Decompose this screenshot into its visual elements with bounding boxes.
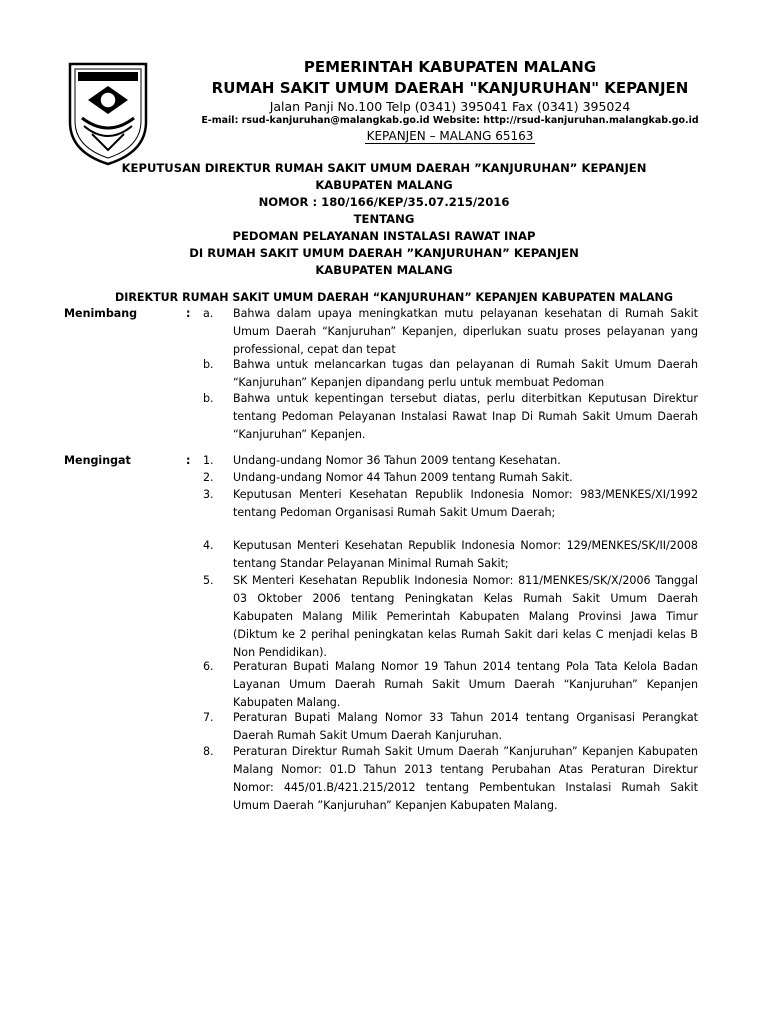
mengingat-text: Peraturan Bupati Malang Nomor 33 Tahun 2014 tentang Organisasi Perangkat Daerah Rumah Sakit Umum Daerah Kanjuruhan.	[233, 711, 698, 742]
menimbang-text: Bahwa untuk kepentingan tersebut diatas, perlu diterbitkan Keputusan Direktur tentang Pedoman Pelayanan Instalasi Rawat Inap Di Rumah Sakit Umum Daerah “Kanjuruhan” Kepanjen.	[233, 392, 698, 441]
letterhead-contact: E-mail: rsud-kanjuruhan@malangkab.go.id Website: http://rsud-kanjuruhan.malangkab.go.id	[201, 115, 699, 126]
mengingat-mark: 3.	[203, 488, 214, 501]
decree-title-line-1: KEPUTUSAN DIREKTUR RUMAH SAKIT UMUM DAERAH ”KANJURUHAN” KEPANJEN	[121, 161, 647, 175]
decree-title-line-2: KABUPATEN MALANG	[315, 178, 453, 192]
decree-subject-line-2: DI RUMAH SAKIT UMUM DAERAH ”KANJURUHAN” KEPANJEN	[189, 246, 579, 260]
mengingat-text: Peraturan Bupati Malang Nomor 19 Tahun 2014 tentang Pola Tata Kelola Badan Layanan Umum Daerah Rumah Sakit Umum Daerah “Kanjuruhan” Kepanjen Kabupaten Malang.	[233, 660, 698, 709]
letterhead-city	[160, 129, 740, 143]
kabupaten-malang-emblem	[66, 60, 150, 166]
mengingat-label: Mengingat	[64, 454, 131, 467]
menimbang-mark: b.	[203, 392, 214, 405]
mengingat-text: Peraturan Direktur Rumah Sakit Umum Daerah ”Kanjuruhan” Kepanjen Kabupaten Malang Nomor: 01.D Tahun 2013 tentang Perubahan Atas Peraturan Direktur Nomor: 445/01.B/421.215/2012 tentang Pembentukan Instalasi Rumah Sakit Umum Daerah ”Kanjuruhan” Kepanjen Kabupaten Malang.	[233, 745, 698, 812]
mengingat-mark: 1.	[203, 454, 214, 467]
mengingat-mark: 8.	[203, 745, 214, 758]
menimbang-mark: a.	[203, 307, 214, 320]
letterhead-hospital-name: RUMAH SAKIT UMUM DAERAH "KANJURUHAN" KEPANJEN	[211, 79, 689, 97]
mengingat-mark: 5.	[203, 574, 214, 587]
decree-tentang: TENTANG	[353, 212, 415, 226]
menimbang-colon: :	[186, 307, 191, 320]
menimbang-label: Menimbang	[64, 307, 138, 320]
decree-number: NOMOR : 180/166/KEP/35.07.215/2016	[258, 195, 510, 209]
decree-subject-line-3: KABUPATEN MALANG	[315, 263, 453, 277]
letterhead-address: Jalan Panji No.100 Telp (0341) 395041 Fax (0341) 395024	[269, 99, 631, 114]
mengingat-mark: 2.	[203, 471, 214, 484]
director-heading: DIREKTUR RUMAH SAKIT UMUM DAERAH “KANJURUHAN” KEPANJEN KABUPATEN MALANG	[115, 291, 673, 304]
mengingat-text: Undang-undang Nomor 36 Tahun 2009 tentang Kesehatan.	[233, 454, 561, 467]
letterhead-government: PEMERINTAH KABUPATEN MALANG	[303, 58, 597, 76]
letterhead-city-text: KEPANJEN – MALANG 65163	[366, 129, 534, 143]
mengingat-text: Undang-undang Nomor 44 Tahun 2009 tentang Rumah Sakit.	[233, 471, 573, 484]
mengingat-text: SK Menteri Kesehatan Republik Indonesia Nomor: 811/MENKES/SK/X/2006 Tanggal 03 Oktober 2006 tentang Peningkatan Kelas Rumah Sakit Umum Daerah Kabupaten Malang Milik Pemerintah Kabupaten Malang Provinsi Jawa Timur (Diktum ke 2 perihal peningkatan kelas Rumah Sakit dari kelas C menjadi kelas B Non Pendidikan).	[233, 574, 698, 659]
menimbang-text: Bahwa untuk melancarkan tugas dan pelayanan di Rumah Sakit Umum Daerah “Kanjuruhan” Kepanjen dipandang perlu untuk membuat Pedoman	[233, 358, 698, 389]
menimbang-mark: b.	[203, 358, 214, 371]
decree-subject-line-1: PEDOMAN PELAYANAN INSTALASI RAWAT INAP	[232, 229, 536, 243]
mengingat-text: Keputusan Menteri Kesehatan Republik Indonesia Nomor: 983/MENKES/XI/1992 tentang Pedoman Organisasi Rumah Sakit Umum Daerah;	[233, 488, 698, 519]
mengingat-mark: 4.	[203, 539, 214, 552]
mengingat-mark: 7.	[203, 711, 214, 724]
mengingat-colon: :	[186, 454, 191, 467]
menimbang-text: Bahwa dalam upaya meningkatkan mutu pelayanan kesehatan di Rumah Sakit Umum Daerah “Kanjuruhan” Kepanjen, diperlukan suatu proses pelayanan yang professional, cepat dan tepat	[233, 307, 698, 356]
mengingat-mark: 6.	[203, 660, 214, 673]
mengingat-text: Keputusan Menteri Kesehatan Republik Indonesia Nomor: 129/MENKES/SK/II/2008 tentang Standar Pelayanan Minimal Rumah Sakit;	[233, 539, 698, 570]
